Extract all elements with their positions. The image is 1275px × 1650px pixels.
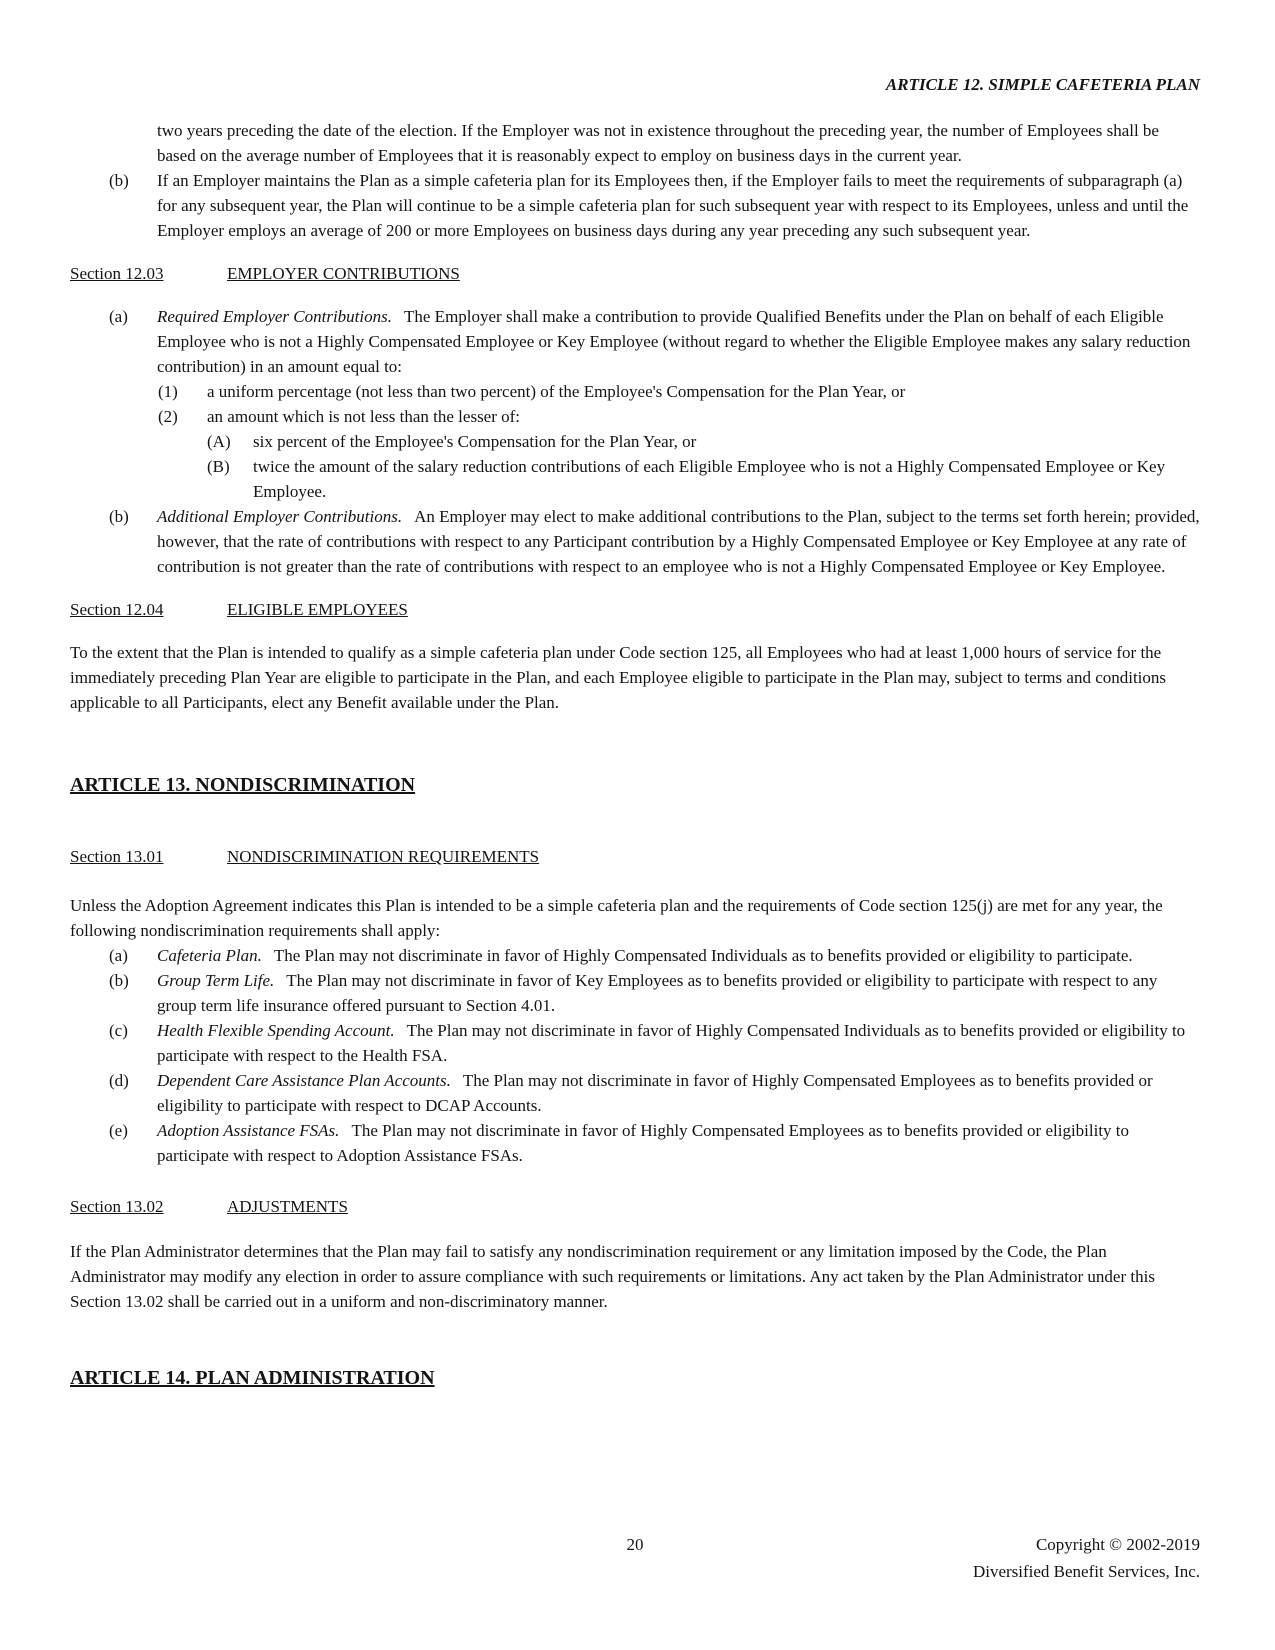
- section-number: Section 12.04: [70, 600, 164, 619]
- list-marker: (a): [109, 307, 128, 326]
- section-number: Section 13.02: [70, 1197, 164, 1216]
- list-item: [158, 379, 1200, 404]
- list-marker: (d): [109, 1071, 129, 1090]
- list-marker: (b): [109, 507, 129, 526]
- list-item-body: The Plan may not discriminate in favor of Highly Compensated Individuals as to benefits provided or eligibility to participate.: [273, 946, 1133, 965]
- list-item-body: The Plan may not discriminate in favor of Key Employees as to benefits provided or eligibility to participate with respect to any group term life insurance offered pursuant to Section 4.01.: [157, 971, 1158, 1015]
- section-title: NONDISCRIMINATION REQUIREMENTS: [227, 847, 540, 866]
- list-item-text: six percent of the Employee's Compensation for the Plan Year, or: [253, 432, 697, 451]
- list-item-lead: Adoption Assistance FSAs.: [157, 1121, 340, 1140]
- copyright-line-1: Copyright © 2002-2019: [1035, 1535, 1200, 1554]
- section-heading-12-04: [70, 597, 1200, 622]
- copyright-line-2: Diversified Benefit Services, Inc.: [972, 1562, 1200, 1581]
- section-heading-13-01: [70, 844, 1200, 869]
- list-marker: (c): [109, 1021, 128, 1040]
- section-13-01-body: Unless the Adoption Agreement indicates this Plan is intended to be a simple cafeteria plan and the requirements of Code section 125(j) are met for any year, the following nondiscrimination requirements shall apply:: [70, 896, 1163, 940]
- list-item: [109, 304, 1200, 379]
- section-13-02-body: If the Plan Administrator determines that the Plan may fail to satisfy any nondiscrimination requirement or any limitation imposed by the Code, the Plan Administrator may modify any election in order to assure compliance with such requirements or limitations. Any act taken by the Plan Administrator under this Section 13.02 shall be carried out in a uniform and non-discriminatory manner.: [70, 1242, 1155, 1311]
- list-item-text: [157, 1018, 1200, 1068]
- running-header: ARTICLE 12. SIMPLE CAFETERIA PLAN: [885, 75, 1200, 94]
- section-12-04-body: To the extent that the Plan is intended to qualify as a simple cafeteria plan under Code section 125, all Employees who had at least 1,000 hours of service for the immediately preceding Plan Year are eligible to participate in the Plan, and each Employee eligible to participate in the Plan may, subject to terms and conditions applicable to all Participants, elect any Benefit available under the Plan.: [70, 643, 1167, 712]
- section-title: EMPLOYER CONTRIBUTIONS: [227, 264, 460, 283]
- list-item-text: If an Employer maintains the Plan as a simple cafeteria plan for its Employees then, if the Employer fails to meet the requirements of subparagraph (a) for any subsequent year, the Plan will continue to be a simple cafeteria plan for such subsequent year with respect to its Employees, unless and until the Employer employs an average of 200 or more Employees on business days during any year preceding any such subsequent year.: [157, 171, 1189, 240]
- list-item-body: The Plan may not discriminate in favor of Highly Compensated Individuals as to benefits provided or eligibility to participate with respect to the Health FSA.: [157, 1021, 1186, 1065]
- list-item-lead: Required Employer Contributions.: [157, 307, 392, 326]
- list-item: [158, 404, 1200, 429]
- list-item-text: twice the amount of the salary reduction contributions of each Eligible Employee who is not a Highly Compensated Employee or Key Employee.: [253, 457, 1166, 501]
- section-number: Section 12.03: [70, 264, 164, 283]
- list-marker: (2): [158, 407, 178, 426]
- section-heading-12-03: [70, 261, 1200, 286]
- section-title: ADJUSTMENTS: [227, 1197, 348, 1216]
- list-item-text: [157, 1068, 1200, 1118]
- list-marker: (b): [109, 171, 129, 190]
- section-number: Section 13.01: [70, 847, 164, 866]
- list-item-lead: Dependent Care Assistance Plan Accounts.: [157, 1071, 451, 1090]
- list-item-text: [157, 1118, 1200, 1168]
- list-item: [109, 168, 1200, 243]
- list-item-body: The Employer shall make a contribution to provide Qualified Benefits under the Plan on behalf of each Eligible Employee who is not a Highly Compensated Employee or Key Employee (without regard to whether the Eligible Employee makes any salary reduction contribution) in an amount equal to:: [157, 307, 1191, 376]
- list-item-lead: Cafeteria Plan.: [157, 946, 262, 965]
- list-item-text: [157, 304, 1200, 379]
- list-marker: (b): [109, 971, 129, 990]
- page-number: 20: [626, 1535, 644, 1554]
- list-item: [207, 454, 1200, 504]
- section-number-cell: [70, 1194, 227, 1219]
- list-item: [109, 1068, 1200, 1118]
- section-number-cell: [70, 597, 227, 622]
- list-marker: (1): [158, 382, 178, 401]
- paragraph-continuation: two years preceding the date of the election. If the Employer was not in existence throughout the preceding year, the number of Employees shall be based on the average number of Employees that it is reasonably expect to employ on business days in the current year.: [157, 121, 1159, 165]
- list-item-text: [157, 504, 1200, 579]
- list-item: [109, 1018, 1200, 1068]
- list-item-lead: Additional Employer Contributions.: [157, 507, 403, 526]
- page-footer: [70, 1531, 1200, 1585]
- section-number-cell: [70, 844, 227, 869]
- list-item: [109, 968, 1200, 1018]
- list-item-text: [157, 968, 1200, 1018]
- list-marker: (A): [207, 432, 231, 451]
- list-item-body: An Employer may elect to make additional contributions to the Plan, subject to the terms set forth herein; provided, however, that the rate of contributions with respect to any Participant contribution by a Highly Compensated Employee or Key Employee at any rate of contribution is not greater than the rate of contributions with respect to an employee who is not a Highly Compensated Employee or Key Employee.: [157, 507, 1200, 576]
- list-item-body: The Plan may not discriminate in favor of Highly Compensated Employees as to benefits provided or eligibility to participate with respect to DCAP Accounts.: [157, 1071, 1153, 1115]
- list-item-text: a uniform percentage (not less than two percent) of the Employee's Compensation for the Plan Year, or: [207, 382, 906, 401]
- list-item-text: an amount which is not less than the lesser of:: [207, 407, 521, 426]
- list-item-lead: Health Flexible Spending Account.: [157, 1021, 395, 1040]
- section-number-cell: [70, 261, 227, 286]
- article-13-heading: ARTICLE 13. NONDISCRIMINATION: [70, 774, 416, 796]
- list-item-text: [157, 943, 1200, 968]
- list-item: [109, 943, 1200, 968]
- list-item: [207, 429, 1200, 454]
- article-14-heading: ARTICLE 14. PLAN ADMINISTRATION: [70, 1367, 435, 1389]
- list-item-body: The Plan may not discriminate in favor of Highly Compensated Employees as to benefits provided or eligibility to participate with respect to Adoption Assistance FSAs.: [157, 1121, 1130, 1165]
- list-marker: (e): [109, 1121, 128, 1140]
- list-marker: (B): [207, 457, 230, 476]
- list-marker: (a): [109, 946, 128, 965]
- list-item: [109, 504, 1200, 579]
- list-item-lead: Group Term Life.: [157, 971, 275, 990]
- list-item: [109, 1118, 1200, 1168]
- section-heading-13-02: [70, 1194, 1200, 1219]
- section-title: ELIGIBLE EMPLOYEES: [227, 600, 408, 619]
